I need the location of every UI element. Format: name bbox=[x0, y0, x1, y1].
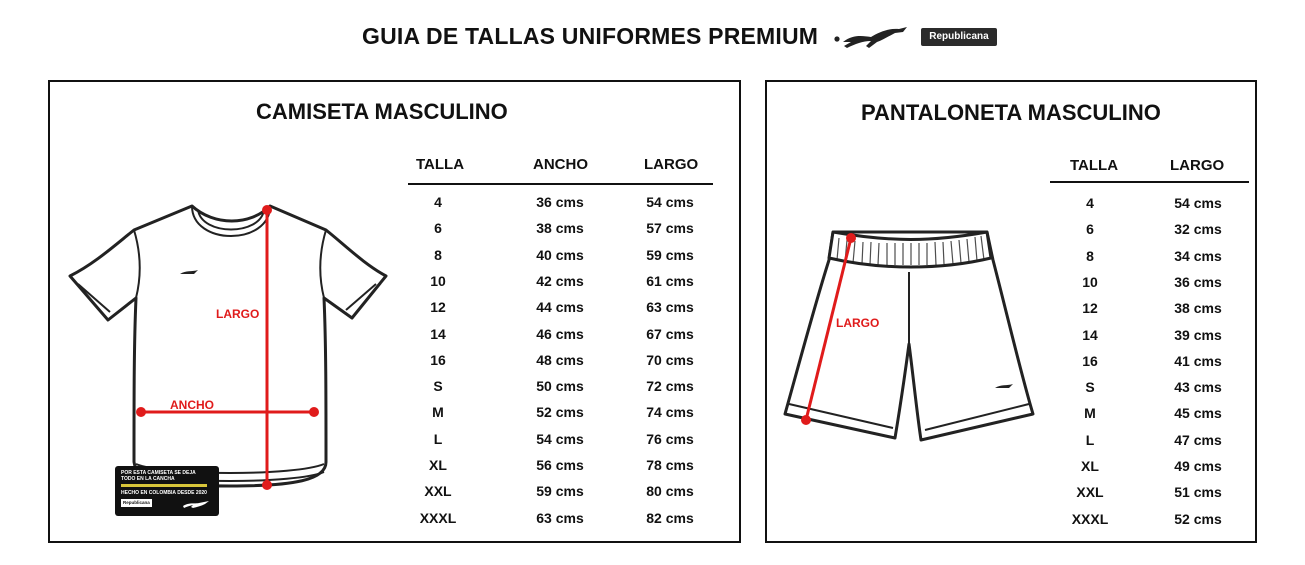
table-cell: 78 cms bbox=[646, 457, 694, 473]
pantaloneta-size-table bbox=[1050, 157, 1250, 527]
table-cell: 45 cms bbox=[1174, 405, 1222, 422]
table-cell: 16 bbox=[430, 351, 446, 368]
pantaloneta-title: PANTALONETA MASCULINO bbox=[861, 100, 1161, 125]
table-cell: 6 bbox=[434, 220, 442, 237]
table-cell: 8 bbox=[434, 246, 442, 263]
tag-stripe bbox=[121, 484, 207, 487]
col-header-talla: TALLA bbox=[1070, 157, 1119, 174]
table-cell: 38 cms bbox=[536, 220, 584, 237]
table-cell: 54 cms bbox=[1174, 195, 1222, 211]
table-cell: M bbox=[1084, 405, 1096, 422]
table-cell: 14 bbox=[430, 325, 446, 342]
col-header-largo: LARGO bbox=[644, 156, 699, 173]
table-cell: 67 cms bbox=[646, 325, 694, 342]
table-cell: 14 bbox=[1082, 326, 1098, 343]
table-cell: 49 cms bbox=[1174, 458, 1222, 474]
largo-label: LARGO bbox=[216, 307, 260, 321]
table-cell: M bbox=[432, 404, 444, 421]
camiseta-panel bbox=[48, 80, 741, 543]
table-cell: 34 cms bbox=[1174, 247, 1222, 264]
table-cell: 57 cms bbox=[646, 220, 694, 237]
header-rule bbox=[1050, 181, 1249, 183]
tag-line-1: POR ESTA CAMISETA SE DEJA bbox=[121, 470, 196, 476]
table-cell: 4 bbox=[1086, 195, 1094, 211]
table-cell: XXL bbox=[1076, 484, 1104, 501]
table-cell: 72 cms bbox=[646, 378, 694, 395]
table-cell: 43 cms bbox=[1174, 379, 1222, 396]
table-cell: 10 bbox=[430, 272, 446, 289]
table-cell: L bbox=[433, 430, 443, 447]
shorts-illustration bbox=[781, 224, 1041, 444]
table-cell: 51 cms bbox=[1174, 484, 1222, 501]
table-cell: L bbox=[1085, 431, 1095, 448]
table-cell: 54 cms bbox=[536, 430, 584, 447]
table-cell: 46 cms bbox=[536, 325, 584, 342]
table-cell: 63 cms bbox=[536, 509, 584, 526]
table-cell: 36 cms bbox=[1174, 273, 1222, 290]
largo-label: LARGO bbox=[836, 316, 880, 330]
table-cell: 44 cms bbox=[536, 299, 584, 316]
table-cell: XL bbox=[429, 457, 447, 473]
table-cell: S bbox=[433, 378, 443, 395]
table-cell: 54 cms bbox=[646, 194, 694, 210]
brand-badge: Republicana bbox=[921, 28, 997, 46]
table-cell: 59 cms bbox=[646, 246, 694, 263]
table-cell: 59 cms bbox=[536, 483, 584, 500]
col-header-ancho: ANCHO bbox=[533, 156, 588, 173]
table-cell: 10 bbox=[1082, 273, 1098, 290]
table-cell: 32 cms bbox=[1174, 221, 1222, 238]
table-cell: 80 cms bbox=[646, 483, 694, 500]
table-cell: 8 bbox=[1086, 247, 1094, 264]
table-cell: S bbox=[1085, 379, 1095, 396]
table-cell: 42 cms bbox=[536, 272, 584, 289]
running-dog-logo-icon bbox=[833, 24, 911, 52]
table-cell: 40 cms bbox=[536, 246, 584, 263]
shirt-illustration bbox=[64, 194, 394, 504]
table-cell: 41 cms bbox=[1174, 352, 1222, 369]
table-cell: 52 cms bbox=[536, 404, 584, 421]
table-cell: XXXL bbox=[419, 509, 457, 526]
table-cell: 16 bbox=[1082, 352, 1098, 369]
col-header-largo: LARGO bbox=[1170, 157, 1225, 174]
pantaloneta-panel bbox=[765, 80, 1257, 543]
table-cell: 38 cms bbox=[1174, 300, 1222, 317]
running-dog-logo-icon bbox=[181, 499, 211, 509]
table-cell: 76 cms bbox=[646, 430, 694, 447]
camiseta-size-table bbox=[408, 156, 714, 526]
table-cell: 82 cms bbox=[646, 509, 694, 526]
page-title: GUIA DE TALLAS UNIFORMES PREMIUM bbox=[362, 23, 819, 49]
table-cell: 48 cms bbox=[536, 351, 584, 368]
tag-chip: Republicana bbox=[123, 500, 150, 505]
table-cell: 47 cms bbox=[1174, 431, 1222, 448]
table-cell: XL bbox=[1081, 458, 1099, 474]
table-cell: 6 bbox=[1086, 221, 1094, 238]
table-cell: 63 cms bbox=[646, 299, 694, 316]
table-cell: 61 cms bbox=[646, 272, 694, 289]
tag-line-2: TODO EN LA CANCHA bbox=[121, 476, 175, 482]
table-cell: 74 cms bbox=[646, 404, 694, 421]
ancho-label: ANCHO bbox=[170, 398, 214, 412]
table-cell: XXL bbox=[424, 483, 452, 500]
camiseta-title: CAMISETA MASCULINO bbox=[256, 99, 508, 124]
table-cell: 50 cms bbox=[536, 378, 584, 395]
table-cell: 36 cms bbox=[536, 194, 584, 210]
col-header-talla: TALLA bbox=[416, 156, 465, 173]
tag-line-3: HECHO EN COLOMBIA DESDE 2020 bbox=[121, 490, 207, 496]
table-cell: 52 cms bbox=[1174, 510, 1222, 527]
header-rule bbox=[408, 183, 713, 185]
table-cell: 56 cms bbox=[536, 457, 584, 473]
page-header bbox=[0, 18, 1305, 58]
table-cell: 12 bbox=[430, 299, 446, 316]
shirt-tag bbox=[115, 466, 219, 516]
table-cell: 4 bbox=[434, 194, 442, 210]
table-cell: XXXL bbox=[1071, 510, 1109, 527]
table-cell: 12 bbox=[1082, 300, 1098, 317]
table-cell: 70 cms bbox=[646, 351, 694, 368]
table-cell: 39 cms bbox=[1174, 326, 1222, 343]
